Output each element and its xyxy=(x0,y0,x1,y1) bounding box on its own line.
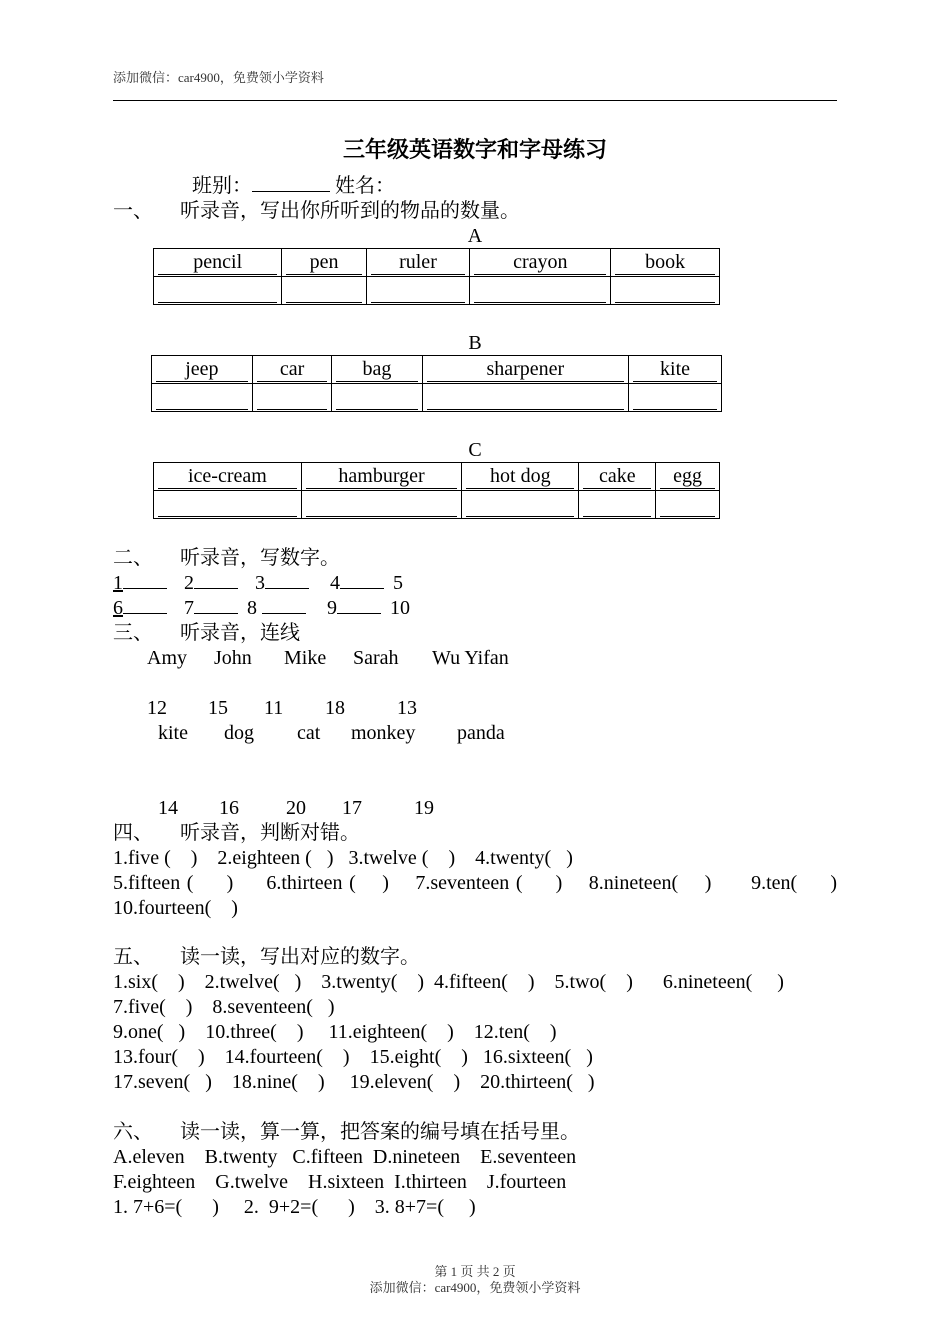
table-c-item: ice-cream xyxy=(154,463,302,491)
section-5-text: 读一读，写出对应的数字。 xyxy=(180,946,420,968)
table-b-answer[interactable] xyxy=(332,384,422,412)
match-number[interactable]: 16 xyxy=(219,797,239,819)
class-label: 班别： xyxy=(192,175,252,197)
class-blank[interactable] xyxy=(252,191,330,192)
section-5-num: 五、 xyxy=(113,946,153,968)
header-rule xyxy=(113,100,837,101)
calc-problems: 1. 7+6=( ) 2. 9+2=( ) 3. 8+7=( ) xyxy=(113,1196,476,1218)
judge-line-2: 5.fifteen ( ) 6.thirteen ( ) 7.seventeen ( ) 8.nineteen( ) 9.ten( ) xyxy=(113,872,837,894)
footer-page: 第 1 页 共 2 页 xyxy=(434,1264,516,1279)
section-3-text: 听录音，连线 xyxy=(180,622,300,644)
number-item: 4 xyxy=(330,572,340,594)
table-b-label: B xyxy=(468,332,482,354)
match-name[interactable]: Mike xyxy=(284,647,327,669)
match-name[interactable]: Sarah xyxy=(353,647,399,669)
section-4-text: 听录音，判断对错。 xyxy=(180,822,360,844)
table-c-answer[interactable] xyxy=(301,491,461,519)
table-a-label: A xyxy=(467,225,483,247)
section-2-heading xyxy=(113,546,340,571)
table-a xyxy=(153,248,720,305)
section-1-text: 听录音，写出你所听到的物品的数量。 xyxy=(180,200,520,222)
table-c-item: cake xyxy=(579,463,656,491)
table-a-answer[interactable] xyxy=(470,277,611,305)
calc-options-2: F.eighteen G.twelve H.sixteen I.thirteen J.fourteen xyxy=(113,1171,567,1193)
table-c xyxy=(153,462,720,519)
judge-line-3: 10.fourteen( ) xyxy=(113,897,238,919)
table-a-item: crayon xyxy=(470,249,611,277)
table-b-item: kite xyxy=(629,356,722,384)
match-number[interactable]: 12 xyxy=(147,697,167,719)
name-label: 姓名： xyxy=(335,175,395,197)
number-item: 6 xyxy=(113,597,123,619)
table-a-answer[interactable] xyxy=(366,277,470,305)
table-c-answer[interactable] xyxy=(154,491,302,519)
match-number[interactable]: 15 xyxy=(208,697,228,719)
class-name-line xyxy=(192,174,395,199)
number-item: 7 xyxy=(184,597,194,619)
table-b-item: jeep xyxy=(152,356,253,384)
read-line-4: 13.four( ) 14.fourteen( ) 15.eight( ) 16.sixteen( ) xyxy=(113,1046,593,1068)
number-item: 8 xyxy=(247,597,257,619)
section-4-num: 四、 xyxy=(113,822,153,844)
section-1-heading xyxy=(113,199,520,224)
match-number[interactable]: 18 xyxy=(325,697,345,719)
match-animal[interactable]: kite xyxy=(158,722,188,744)
number-item: 1 xyxy=(113,572,123,594)
table-c-item: hot dog xyxy=(462,463,579,491)
section-4-heading xyxy=(113,821,360,846)
table-b xyxy=(151,355,722,412)
read-line-2: 7.five( ) 8.seventeen( ) xyxy=(113,996,335,1018)
section-3-num: 三、 xyxy=(113,622,153,644)
numbers-row-2 xyxy=(113,596,410,621)
table-b-item: car xyxy=(252,356,332,384)
judge-line-1: 1.five ( ) 2.eighteen ( ) 3.twelve ( ) 4.twenty( ) xyxy=(113,847,573,869)
table-b-answer[interactable] xyxy=(152,384,253,412)
table-c-answer[interactable] xyxy=(579,491,656,519)
section-2-text: 听录音，写数字。 xyxy=(180,547,340,569)
match-number[interactable]: 17 xyxy=(342,797,362,819)
table-a-answer[interactable] xyxy=(282,277,366,305)
match-animal[interactable]: monkey xyxy=(351,722,416,744)
match-number[interactable]: 20 xyxy=(286,797,306,819)
match-animal[interactable]: dog xyxy=(224,722,254,744)
number-item: 10 xyxy=(390,597,410,619)
match-number[interactable]: 11 xyxy=(264,697,284,719)
header-note: 添加微信：car4900，免费领小学资料 xyxy=(113,70,324,85)
table-b-item: sharpener xyxy=(422,356,629,384)
section-1-num: 一、 xyxy=(113,200,153,222)
number-item: 9 xyxy=(327,597,337,619)
match-name[interactable]: John xyxy=(214,647,252,669)
table-a-item: ruler xyxy=(366,249,470,277)
section-6-heading xyxy=(113,1120,580,1145)
footer-note: 添加微信：car4900，免费领小学资料 xyxy=(369,1280,581,1295)
page-title: 三年级英语数字和字母练习 xyxy=(342,137,607,162)
match-number[interactable]: 13 xyxy=(397,697,417,719)
section-5-heading xyxy=(113,945,420,970)
number-item: 2 xyxy=(184,572,194,594)
number-item: 5 xyxy=(393,572,403,594)
match-name[interactable]: Amy xyxy=(147,647,187,669)
table-c-item: egg xyxy=(656,463,720,491)
calc-options-1: A.eleven B.twenty C.fifteen D.nineteen E.seventeen xyxy=(113,1146,577,1168)
section-2-num: 二、 xyxy=(113,547,153,569)
match-animal[interactable]: cat xyxy=(297,722,321,744)
read-line-1: 1.six( ) 2.twelve( ) 3.twenty( ) 4.fifteen( ) 5.two( ) 6.nineteen( ) xyxy=(113,971,784,993)
table-b-item: bag xyxy=(332,356,422,384)
table-b-answer[interactable] xyxy=(422,384,629,412)
table-a-item: book xyxy=(611,249,720,277)
read-line-3: 9.one( ) 10.three( ) 11.eighteen( ) 12.ten( ) xyxy=(113,1021,557,1043)
read-line-5: 17.seven( ) 18.nine( ) 19.eleven( ) 20.thirteen( ) xyxy=(113,1071,595,1093)
section-3-heading xyxy=(113,621,300,646)
number-item: 3 xyxy=(255,572,265,594)
match-animal[interactable]: panda xyxy=(457,722,505,744)
table-a-answer[interactable] xyxy=(611,277,720,305)
table-c-answer[interactable] xyxy=(462,491,579,519)
table-c-label: C xyxy=(468,439,482,461)
table-c-answer[interactable] xyxy=(656,491,720,519)
table-a-answer[interactable] xyxy=(154,277,282,305)
match-number[interactable]: 14 xyxy=(158,797,178,819)
table-b-answer[interactable] xyxy=(252,384,332,412)
table-c-item: hamburger xyxy=(301,463,461,491)
table-a-item: pen xyxy=(282,249,366,277)
table-a-item: pencil xyxy=(154,249,282,277)
match-name[interactable]: Wu Yifan xyxy=(432,647,509,669)
match-number[interactable]: 19 xyxy=(414,797,434,819)
table-b-answer[interactable] xyxy=(629,384,722,412)
section-6-num: 六、 xyxy=(113,1121,153,1143)
numbers-row-1 xyxy=(113,571,403,596)
section-6-text: 读一读，算一算，把答案的编号填在括号里。 xyxy=(180,1121,580,1143)
